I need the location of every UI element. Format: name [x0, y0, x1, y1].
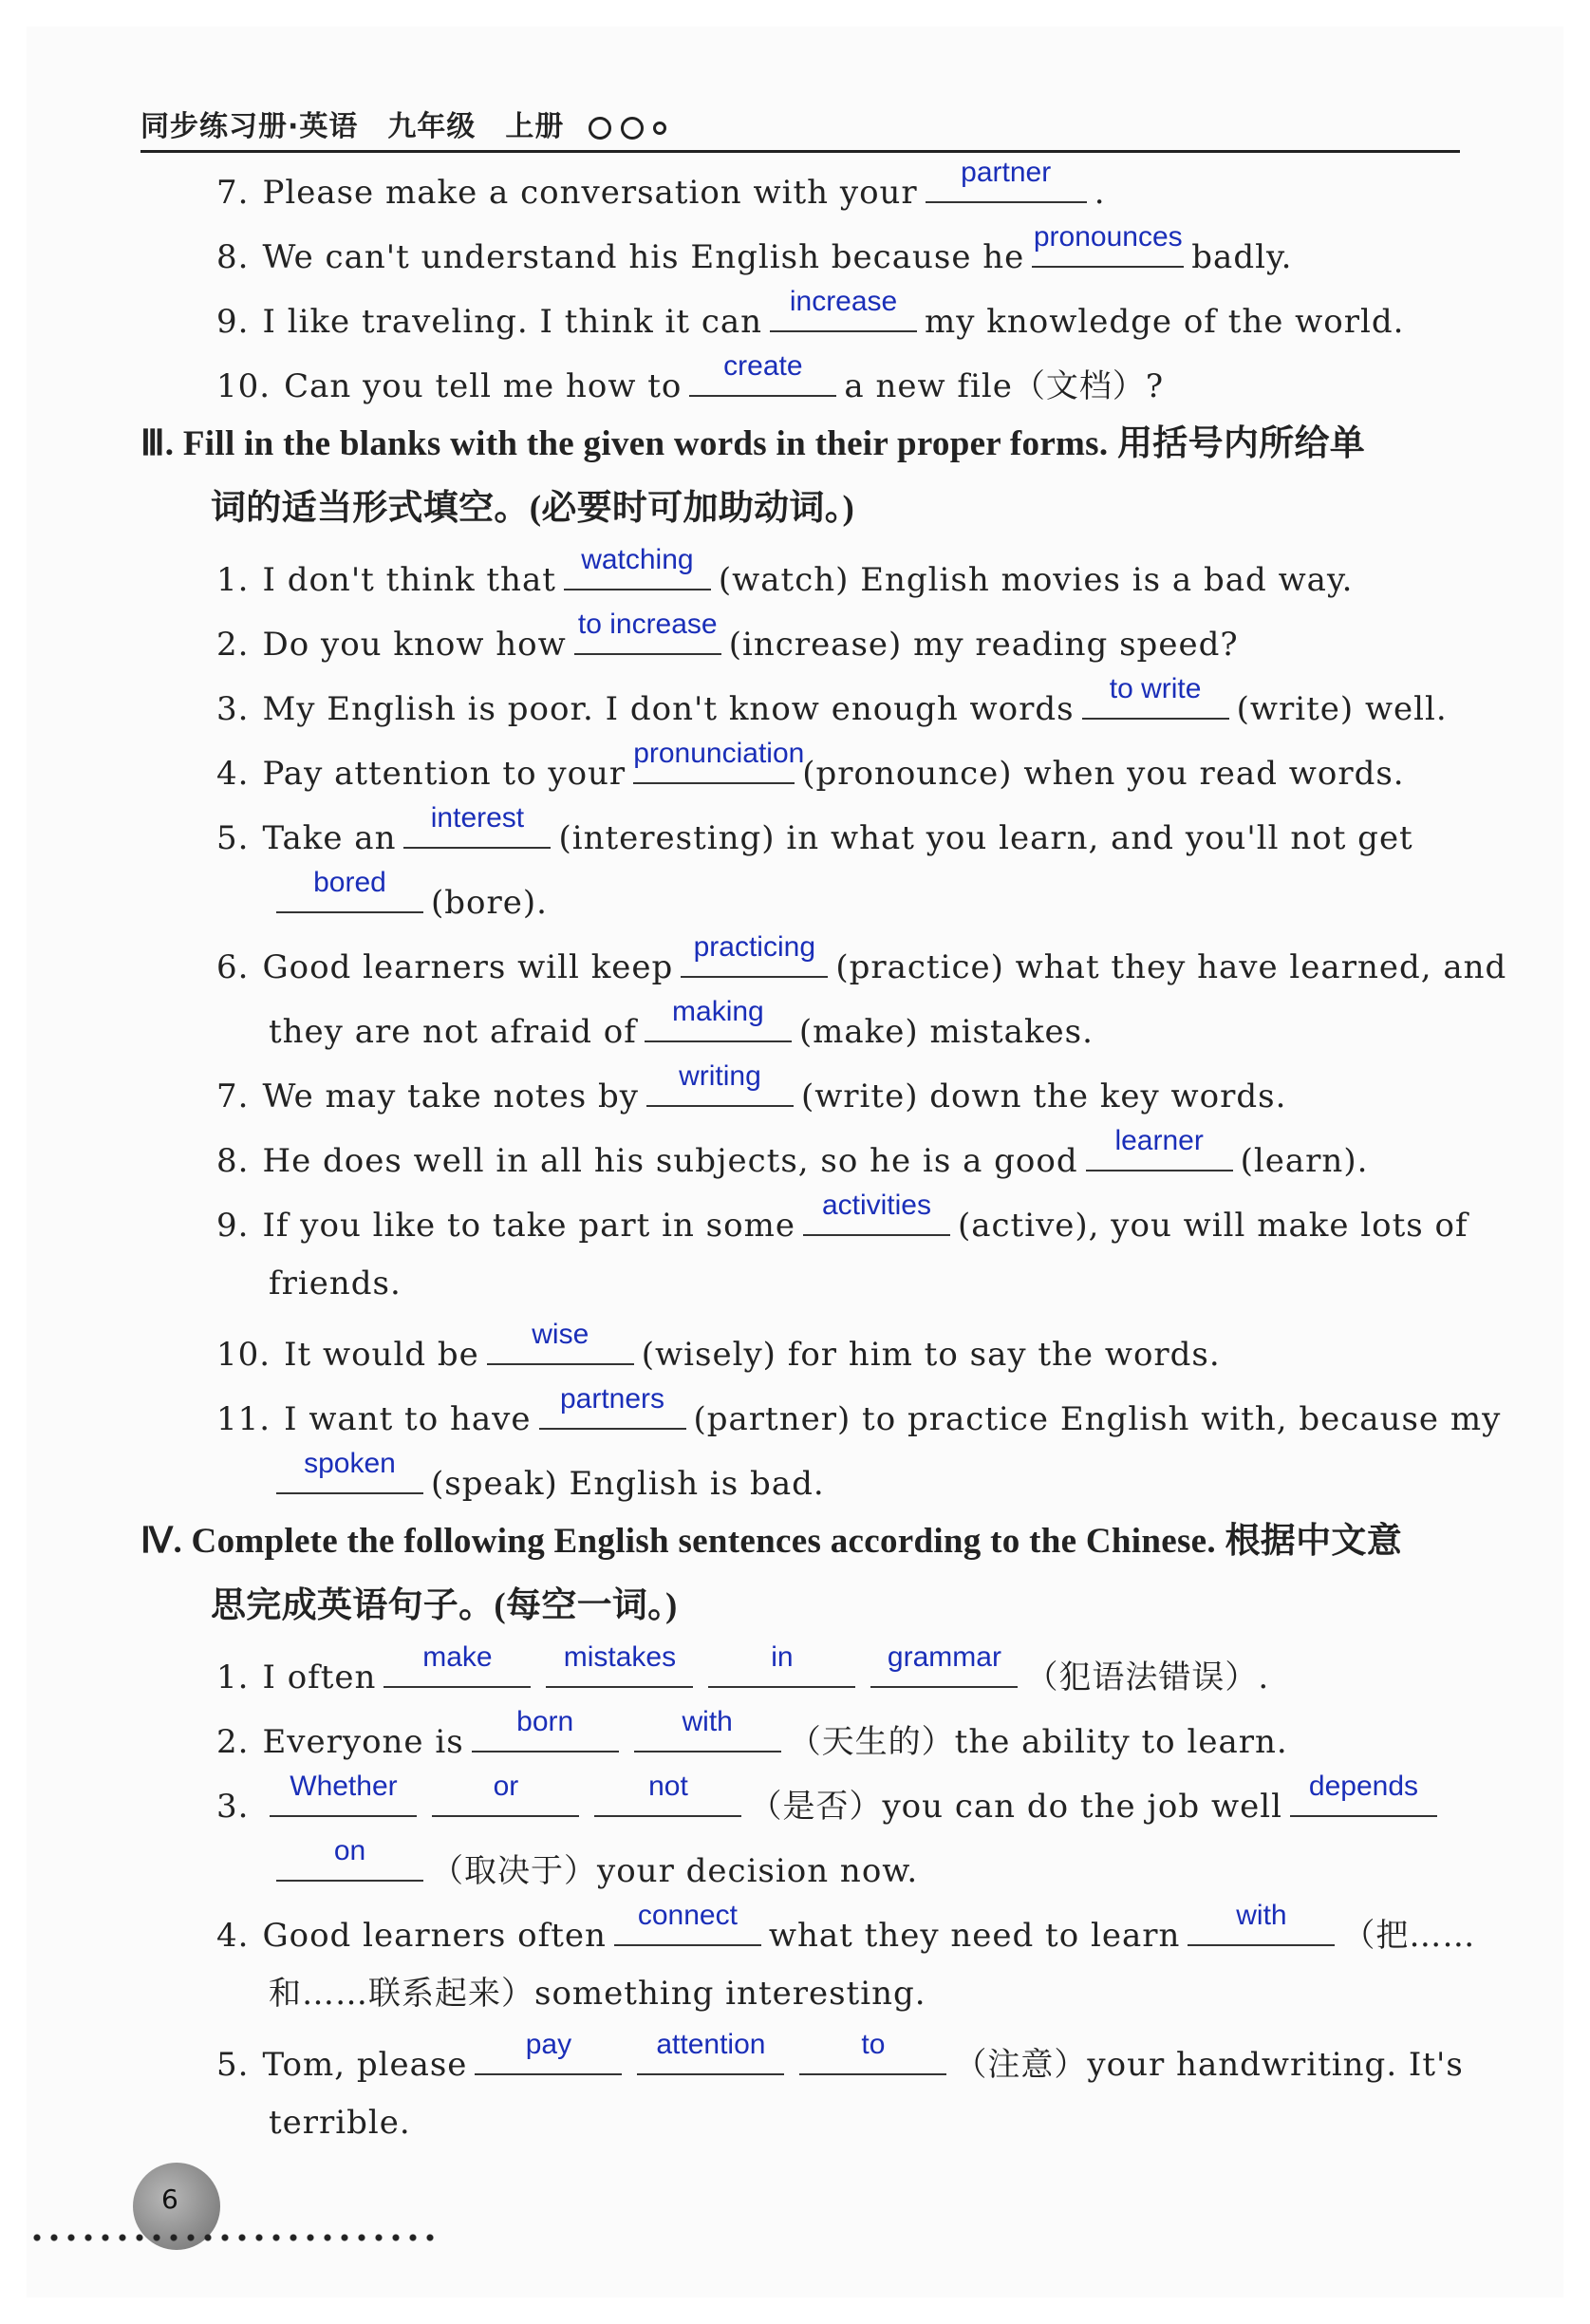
answer-blank[interactable] [803, 1190, 950, 1236]
item-text: Good learners often [262, 1917, 607, 1955]
handwritten-answer: Whether [290, 1771, 398, 1802]
answer-blank[interactable] [475, 2029, 622, 2075]
exercise-line [269, 2104, 411, 2142]
handwritten-answer: practicing [693, 931, 816, 963]
exercise-line [216, 673, 1448, 728]
item-text: (wisely) for him to say the words. [641, 1336, 1221, 1374]
exercise-line [216, 1900, 1476, 1955]
item-text: my knowledge of the world. [925, 303, 1405, 341]
answer-blank[interactable] [770, 286, 917, 332]
exercise-line [216, 221, 1293, 276]
answer-blank[interactable] [799, 2029, 946, 2075]
handwritten-answer: make [422, 1641, 493, 1673]
page-header [140, 106, 1460, 153]
section-heading: 词的适当形式填空。(必要时可加助动词。) [211, 489, 855, 528]
handwritten-answer: or [493, 1771, 519, 1802]
handwritten-answer: born [516, 1706, 574, 1737]
item-text: a new file（文档）? [844, 367, 1165, 405]
item-text: He does well in all his subjects, so he is a good [262, 1142, 1078, 1180]
item-number: 7. [216, 174, 250, 212]
section-heading: Ⅳ. Complete the following English sentences according to the Chinese. 根据中文意 [140, 1522, 1402, 1561]
answer-blank[interactable] [383, 1641, 531, 1688]
answer-blank[interactable] [614, 1900, 761, 1946]
exercise-line [216, 802, 1413, 857]
handwritten-answer: connect [637, 1900, 738, 1931]
handwritten-answer: mistakes [563, 1641, 677, 1673]
item-number: 11. [216, 1400, 271, 1438]
exercise-line [216, 1190, 1468, 1245]
handwritten-answer: pronounces [1033, 221, 1183, 253]
handwritten-answer: with [682, 1706, 733, 1737]
answer-blank[interactable] [926, 157, 1087, 203]
handwritten-answer: interest [430, 802, 525, 834]
handwritten-answer: to [861, 2029, 886, 2060]
answer-blank[interactable] [681, 931, 828, 978]
item-number: 5. [216, 2046, 250, 2084]
answer-blank[interactable] [276, 1448, 423, 1494]
item-text: Take an [262, 819, 397, 857]
item-text: 和……联系起来）something interesting. [269, 1975, 926, 2013]
exercise-line [140, 425, 1365, 463]
handwritten-answer: on [333, 1835, 366, 1866]
item-text: （注意）your handwriting. It's [954, 2046, 1464, 2084]
answer-blank[interactable] [276, 867, 423, 913]
exercise-line [269, 867, 548, 922]
item-text: . [1094, 174, 1106, 212]
item-text: （犯语法错误）. [1025, 1659, 1270, 1696]
item-text: I want to have [284, 1400, 532, 1438]
handwritten-answer: increase [789, 286, 898, 317]
item-number: 10. [216, 367, 271, 405]
exercise-line [216, 350, 1165, 405]
item-text: I don't think that [262, 561, 556, 599]
item-text: (pronounce) when you read words. [802, 755, 1405, 793]
item-number: 3. [216, 1788, 250, 1826]
handwritten-answer: bored [313, 867, 386, 898]
item-text: Can you tell me how to [284, 367, 683, 405]
handwritten-answer: partner [961, 157, 1052, 188]
item-text: (write) down the key words. [800, 1078, 1287, 1115]
item-text: (interesting) in what you learn, and you'll not get [558, 819, 1413, 857]
exercise-line [269, 1975, 926, 2013]
handwritten-answer: activities [821, 1190, 931, 1221]
exercise-line [216, 157, 1106, 212]
answer-blank[interactable] [1086, 1125, 1233, 1171]
item-text: badly. [1191, 238, 1293, 276]
section-heading: Ⅲ. Fill in the blanks with the given words in their proper forms. 用括号内所给单 [140, 424, 1366, 463]
item-number: 4. [216, 1917, 250, 1955]
item-text: Do you know how [262, 626, 567, 664]
item-number: 9. [216, 1207, 250, 1245]
exercise-line [216, 1383, 1502, 1438]
exercise-line [211, 490, 854, 528]
answer-blank[interactable] [870, 1641, 1018, 1688]
answer-blank[interactable] [472, 1706, 619, 1752]
answer-blank[interactable] [432, 1771, 579, 1817]
item-text: they are not afraid of [269, 1013, 637, 1051]
answer-blank[interactable] [594, 1771, 741, 1817]
answer-blank[interactable] [634, 1706, 781, 1752]
item-text: Good learners will keep [262, 948, 674, 986]
handwritten-answer: attention [656, 2029, 766, 2060]
answer-blank[interactable] [1032, 221, 1184, 268]
item-number: 10. [216, 1336, 271, 1374]
answer-blank[interactable] [487, 1319, 634, 1365]
item-text: （把…… [1342, 1917, 1476, 1955]
section-heading: 思完成英语句子。(每空一词。) [211, 1586, 678, 1625]
exercise-line [269, 996, 1094, 1051]
answer-blank[interactable] [564, 544, 711, 590]
item-number: 2. [216, 626, 250, 664]
exercise-line [211, 1587, 678, 1625]
answer-blank[interactable] [637, 2029, 784, 2075]
exercise-line [216, 931, 1507, 986]
item-text: （天生的）the ability to learn. [788, 1723, 1288, 1761]
answer-blank[interactable] [646, 1060, 794, 1107]
handwritten-answer: spoken [304, 1448, 396, 1479]
item-text: friends. [269, 1265, 402, 1303]
item-number: 1. [216, 1659, 250, 1696]
handwritten-answer: learner [1114, 1125, 1204, 1156]
exercise-line [216, 1641, 1270, 1696]
item-text: I like traveling. I think it can [262, 303, 763, 341]
handwritten-answer: partners [559, 1383, 665, 1415]
item-text: (learn). [1240, 1142, 1369, 1180]
item-text: Please make a conversation with your [262, 174, 918, 212]
exercise-line [216, 1771, 1445, 1826]
answer-blank[interactable] [403, 802, 551, 849]
exercise-line [216, 2029, 1464, 2084]
item-number: 1. [216, 561, 250, 599]
item-text: If you like to take part in some [262, 1207, 795, 1245]
item-text: (active), you will make lots of [957, 1207, 1468, 1245]
handwritten-answer: pay [525, 2029, 572, 2060]
handwritten-answer: to write [1109, 673, 1202, 704]
exercise-line [216, 738, 1405, 793]
exercise-line [216, 286, 1405, 341]
handwritten-answer: pronunciation [633, 738, 805, 769]
item-text: It would be [284, 1336, 479, 1374]
exercise-line [216, 1319, 1221, 1374]
item-number: 8. [216, 238, 250, 276]
item-text: terrible. [269, 2104, 411, 2142]
item-text: We can't understand his English because he [262, 238, 1025, 276]
exercise-line [269, 1835, 919, 1890]
exercise-line [269, 1265, 402, 1303]
item-number: 8. [216, 1142, 250, 1180]
item-text: (bore). [431, 884, 548, 922]
handwritten-answer: create [723, 350, 803, 382]
handwritten-answer: making [672, 996, 764, 1027]
item-text: (speak) English is bad. [431, 1465, 825, 1503]
item-text: what they need to learn [768, 1917, 1181, 1955]
item-text: We may take notes by [262, 1078, 639, 1115]
handwritten-answer: wise [532, 1319, 589, 1350]
item-number: 7. [216, 1078, 250, 1115]
exercise-line [216, 1060, 1287, 1115]
exercise-line [216, 544, 1354, 599]
handwritten-answer: depends [1308, 1771, 1418, 1802]
handwritten-answer: writing [679, 1060, 761, 1092]
answer-blank[interactable] [708, 1641, 855, 1688]
item-text: (increase) my reading speed? [728, 626, 1239, 664]
item-number: 9. [216, 303, 250, 341]
answer-blank[interactable] [689, 350, 836, 397]
item-text: (practice) what they have learned, and [835, 948, 1507, 986]
answer-blank[interactable] [546, 1641, 693, 1688]
item-text: （取决于）your decision now. [431, 1852, 919, 1890]
item-text: Everyone is [262, 1723, 464, 1761]
answer-blank[interactable] [1188, 1900, 1335, 1946]
item-text: (make) mistakes. [798, 1013, 1094, 1051]
item-text: (watch) English movies is a bad way. [718, 561, 1354, 599]
answer-blank[interactable] [270, 1771, 417, 1817]
answer-blank[interactable] [539, 1383, 686, 1430]
answer-blank[interactable] [645, 996, 792, 1042]
handwritten-answer: with [1236, 1900, 1287, 1931]
item-number: 4. [216, 755, 250, 793]
item-number: 3. [216, 690, 250, 728]
handwritten-answer: in [771, 1641, 794, 1673]
exercise-line [269, 1448, 825, 1503]
item-number: 6. [216, 948, 250, 986]
answer-blank[interactable] [276, 1835, 423, 1882]
item-number: 2. [216, 1723, 250, 1761]
answer-blank[interactable] [1290, 1771, 1437, 1817]
exercise-line [216, 1125, 1369, 1180]
handwritten-answer: not [648, 1771, 688, 1802]
header-title: 同步练习册·英语 九年级 上册 [140, 103, 676, 144]
item-text: （是否）you can do the job well [749, 1788, 1282, 1826]
page-number: 6 [161, 2183, 178, 2215]
answer-blank[interactable] [574, 609, 721, 655]
item-text: (partner) to practice English with, because my [693, 1400, 1502, 1438]
exercise-line [216, 609, 1239, 664]
item-text: My English is poor. I don't know enough words [262, 690, 1075, 728]
exercise-line [216, 1706, 1288, 1761]
item-text: (write) well. [1236, 690, 1448, 728]
item-text: Pay attention to your [262, 755, 627, 793]
item-text: Tom, please [262, 2046, 468, 2084]
item-text: I often [262, 1659, 377, 1696]
header-decoration-icon [589, 110, 676, 143]
handwritten-answer: grammar [887, 1641, 1001, 1673]
answer-blank[interactable] [633, 738, 805, 784]
answer-blank[interactable] [1082, 673, 1229, 720]
handwritten-answer: watching [581, 544, 694, 575]
exercise-line [140, 1523, 1402, 1561]
item-number: 5. [216, 819, 250, 857]
handwritten-answer: to increase [577, 609, 718, 640]
footer-dots-decoration [28, 2233, 437, 2242]
